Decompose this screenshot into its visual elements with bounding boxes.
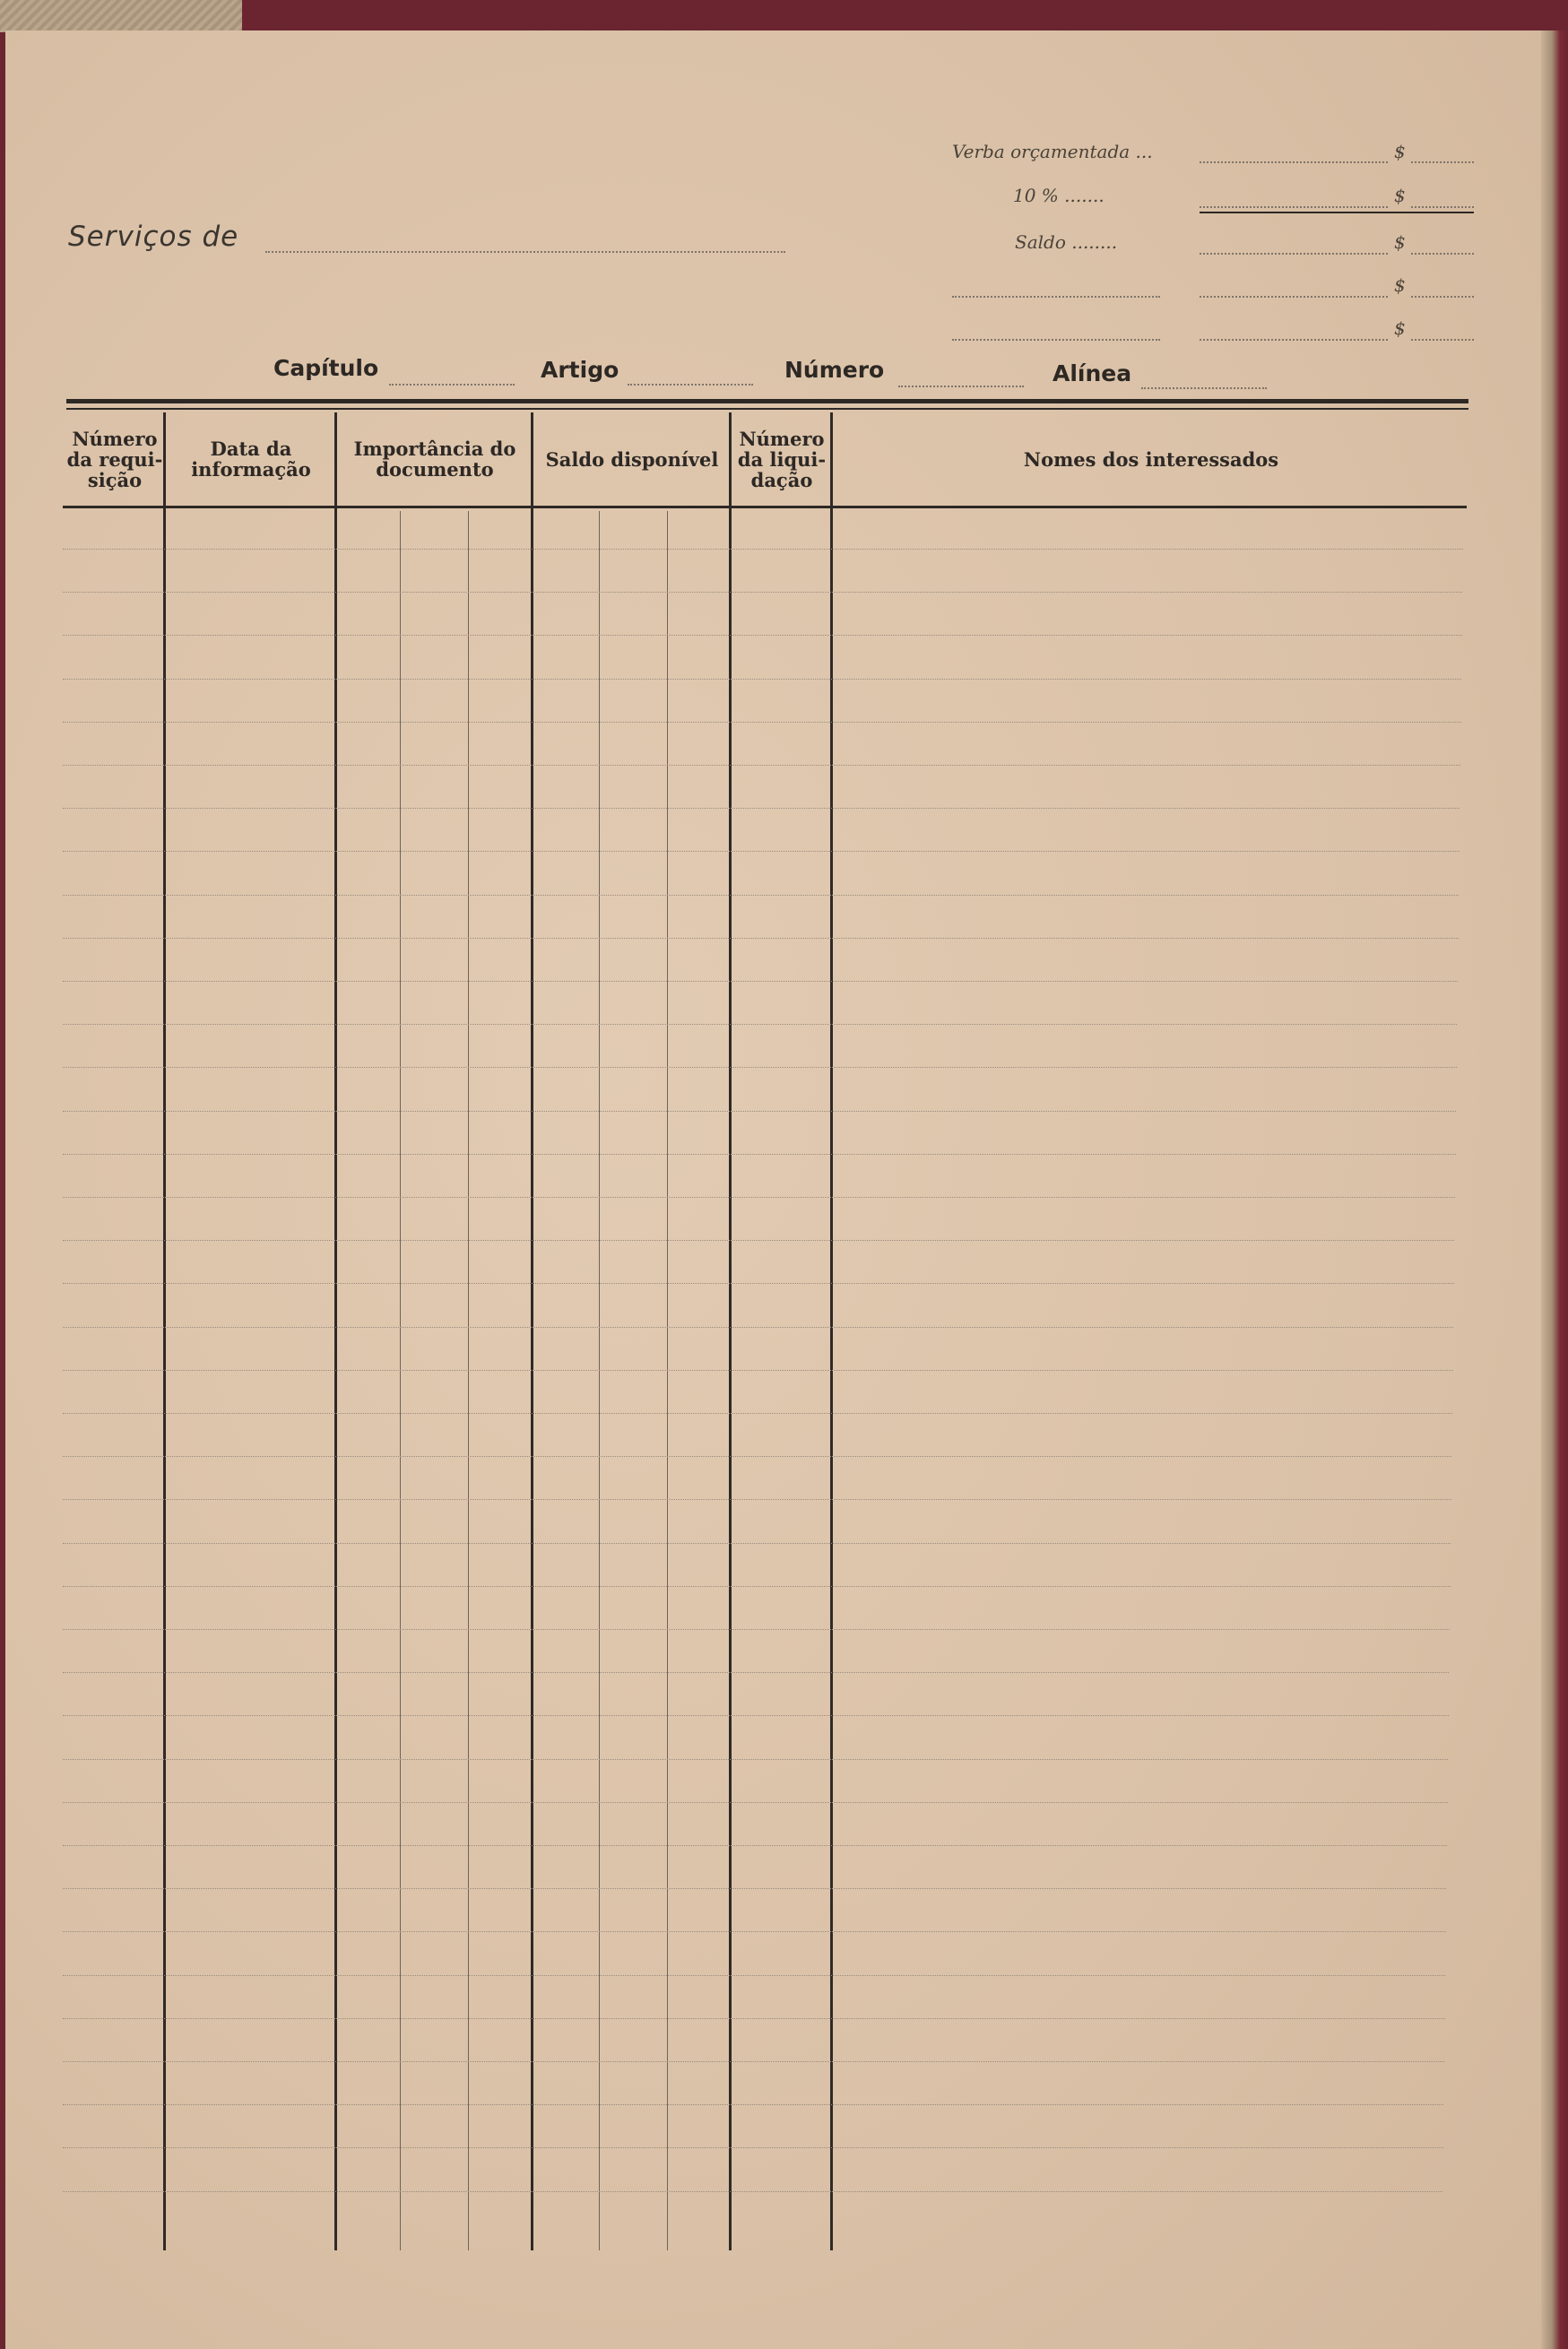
table-row[interactable] (63, 1975, 1445, 1976)
table-row[interactable] (63, 981, 1458, 982)
table-row[interactable] (63, 1543, 1451, 1544)
number-fill-line[interactable] (898, 386, 1024, 387)
budget-label-blank-2[interactable] (952, 339, 1160, 341)
table-row[interactable] (63, 1759, 1448, 1760)
number-label: Número (784, 357, 885, 383)
table-row[interactable] (63, 549, 1463, 550)
table-header-bottom-rule (63, 506, 1467, 508)
table-row[interactable] (63, 2191, 1442, 2192)
budget-currency-allocated: $ (1394, 141, 1406, 162)
column-header-available-balance: Saldo disponível (545, 447, 719, 471)
ledger-sheet (5, 30, 1541, 2349)
budget-subtotal-rule (1200, 212, 1474, 213)
column-subdivider-2a (400, 511, 401, 2250)
binding-edge-right (1541, 30, 1568, 2349)
table-row[interactable] (63, 1327, 1453, 1328)
table-row[interactable] (63, 895, 1459, 896)
table-row[interactable] (63, 1111, 1456, 1112)
table-row[interactable] (63, 722, 1461, 723)
budget-fill-blank-2[interactable] (1200, 339, 1388, 341)
table-row[interactable] (63, 1586, 1451, 1587)
table-row[interactable] (63, 1413, 1452, 1414)
column-header-document-amount: Importância do documento (353, 438, 516, 481)
table-top-rule-thin (66, 408, 1468, 410)
budget-value-blank-1[interactable] (1411, 296, 1474, 298)
table-row[interactable] (63, 1629, 1450, 1630)
budget-fill-blank-1[interactable] (1200, 296, 1388, 298)
table-row[interactable] (63, 808, 1460, 809)
chapter-fill-line[interactable] (389, 384, 515, 386)
article-fill-line[interactable] (628, 384, 753, 386)
table-row[interactable] (63, 2061, 1444, 2062)
services-label: Serviços de (68, 221, 239, 253)
budget-fill-allocated[interactable] (1200, 161, 1388, 163)
column-header-liquidation-number: Número da liqui- dação (737, 427, 827, 491)
table-row[interactable] (63, 1802, 1448, 1803)
table-row[interactable] (63, 1888, 1446, 1889)
table-row[interactable] (63, 1024, 1457, 1025)
budget-label-ten-percent: 10 % ....... (1013, 185, 1105, 206)
table-row[interactable] (63, 1931, 1446, 1932)
subparagraph-fill-line[interactable] (1141, 387, 1267, 389)
table-row[interactable] (63, 1197, 1455, 1198)
budget-currency-balance: $ (1394, 231, 1406, 253)
services-fill-line[interactable] (265, 251, 785, 253)
budget-value-blank-2[interactable] (1411, 339, 1474, 341)
budget-value-ten-percent[interactable] (1411, 206, 1474, 208)
table-row[interactable] (63, 592, 1462, 593)
table-row[interactable] (63, 765, 1460, 766)
table-row[interactable] (63, 1067, 1457, 1068)
column-header-requisition-number: Número da requi- sição (66, 427, 163, 491)
subparagraph-label: Alínea (1053, 360, 1132, 386)
budget-currency-blank-2: $ (1394, 317, 1406, 339)
table-row[interactable] (63, 635, 1462, 636)
table-row[interactable] (63, 938, 1459, 939)
table-row[interactable] (63, 851, 1460, 852)
table-row[interactable] (63, 1499, 1451, 1500)
column-subdivider-3b (667, 511, 668, 2250)
table-row[interactable] (63, 1672, 1449, 1673)
budget-value-allocated[interactable] (1411, 161, 1474, 163)
table-row[interactable] (63, 2147, 1443, 2148)
table-row[interactable] (63, 1715, 1449, 1716)
chapter-label: Capítulo (273, 355, 379, 381)
budget-currency-ten-percent: $ (1394, 185, 1406, 206)
column-header-information-date: Data da informação (191, 438, 311, 481)
table-row[interactable] (63, 1240, 1454, 1241)
budget-label-allocated: Verba orçamentada ... (952, 141, 1153, 162)
table-row[interactable] (63, 1283, 1454, 1284)
table-row[interactable] (63, 1370, 1453, 1371)
cover-edge-top (0, 0, 242, 32)
column-subdivider-3a (599, 511, 600, 2250)
budget-fill-balance[interactable] (1200, 253, 1388, 255)
budget-label-blank-1[interactable] (952, 296, 1160, 298)
table-top-rule-thick (66, 399, 1468, 403)
budget-fill-ten-percent[interactable] (1200, 206, 1388, 208)
table-row[interactable] (63, 679, 1461, 680)
table-row[interactable] (63, 1845, 1447, 1846)
table-row[interactable] (63, 2104, 1443, 2105)
article-label: Artigo (541, 357, 619, 383)
budget-currency-blank-1: $ (1394, 274, 1406, 296)
table-row[interactable] (63, 1456, 1451, 1457)
budget-label-balance: Saldo ........ (1015, 231, 1118, 253)
table-row[interactable] (63, 2018, 1445, 2019)
column-header-interested-parties: Nomes dos interessados (1023, 447, 1279, 471)
table-row[interactable] (63, 1154, 1456, 1155)
budget-value-balance[interactable] (1411, 253, 1474, 255)
column-subdivider-2b (468, 511, 469, 2250)
